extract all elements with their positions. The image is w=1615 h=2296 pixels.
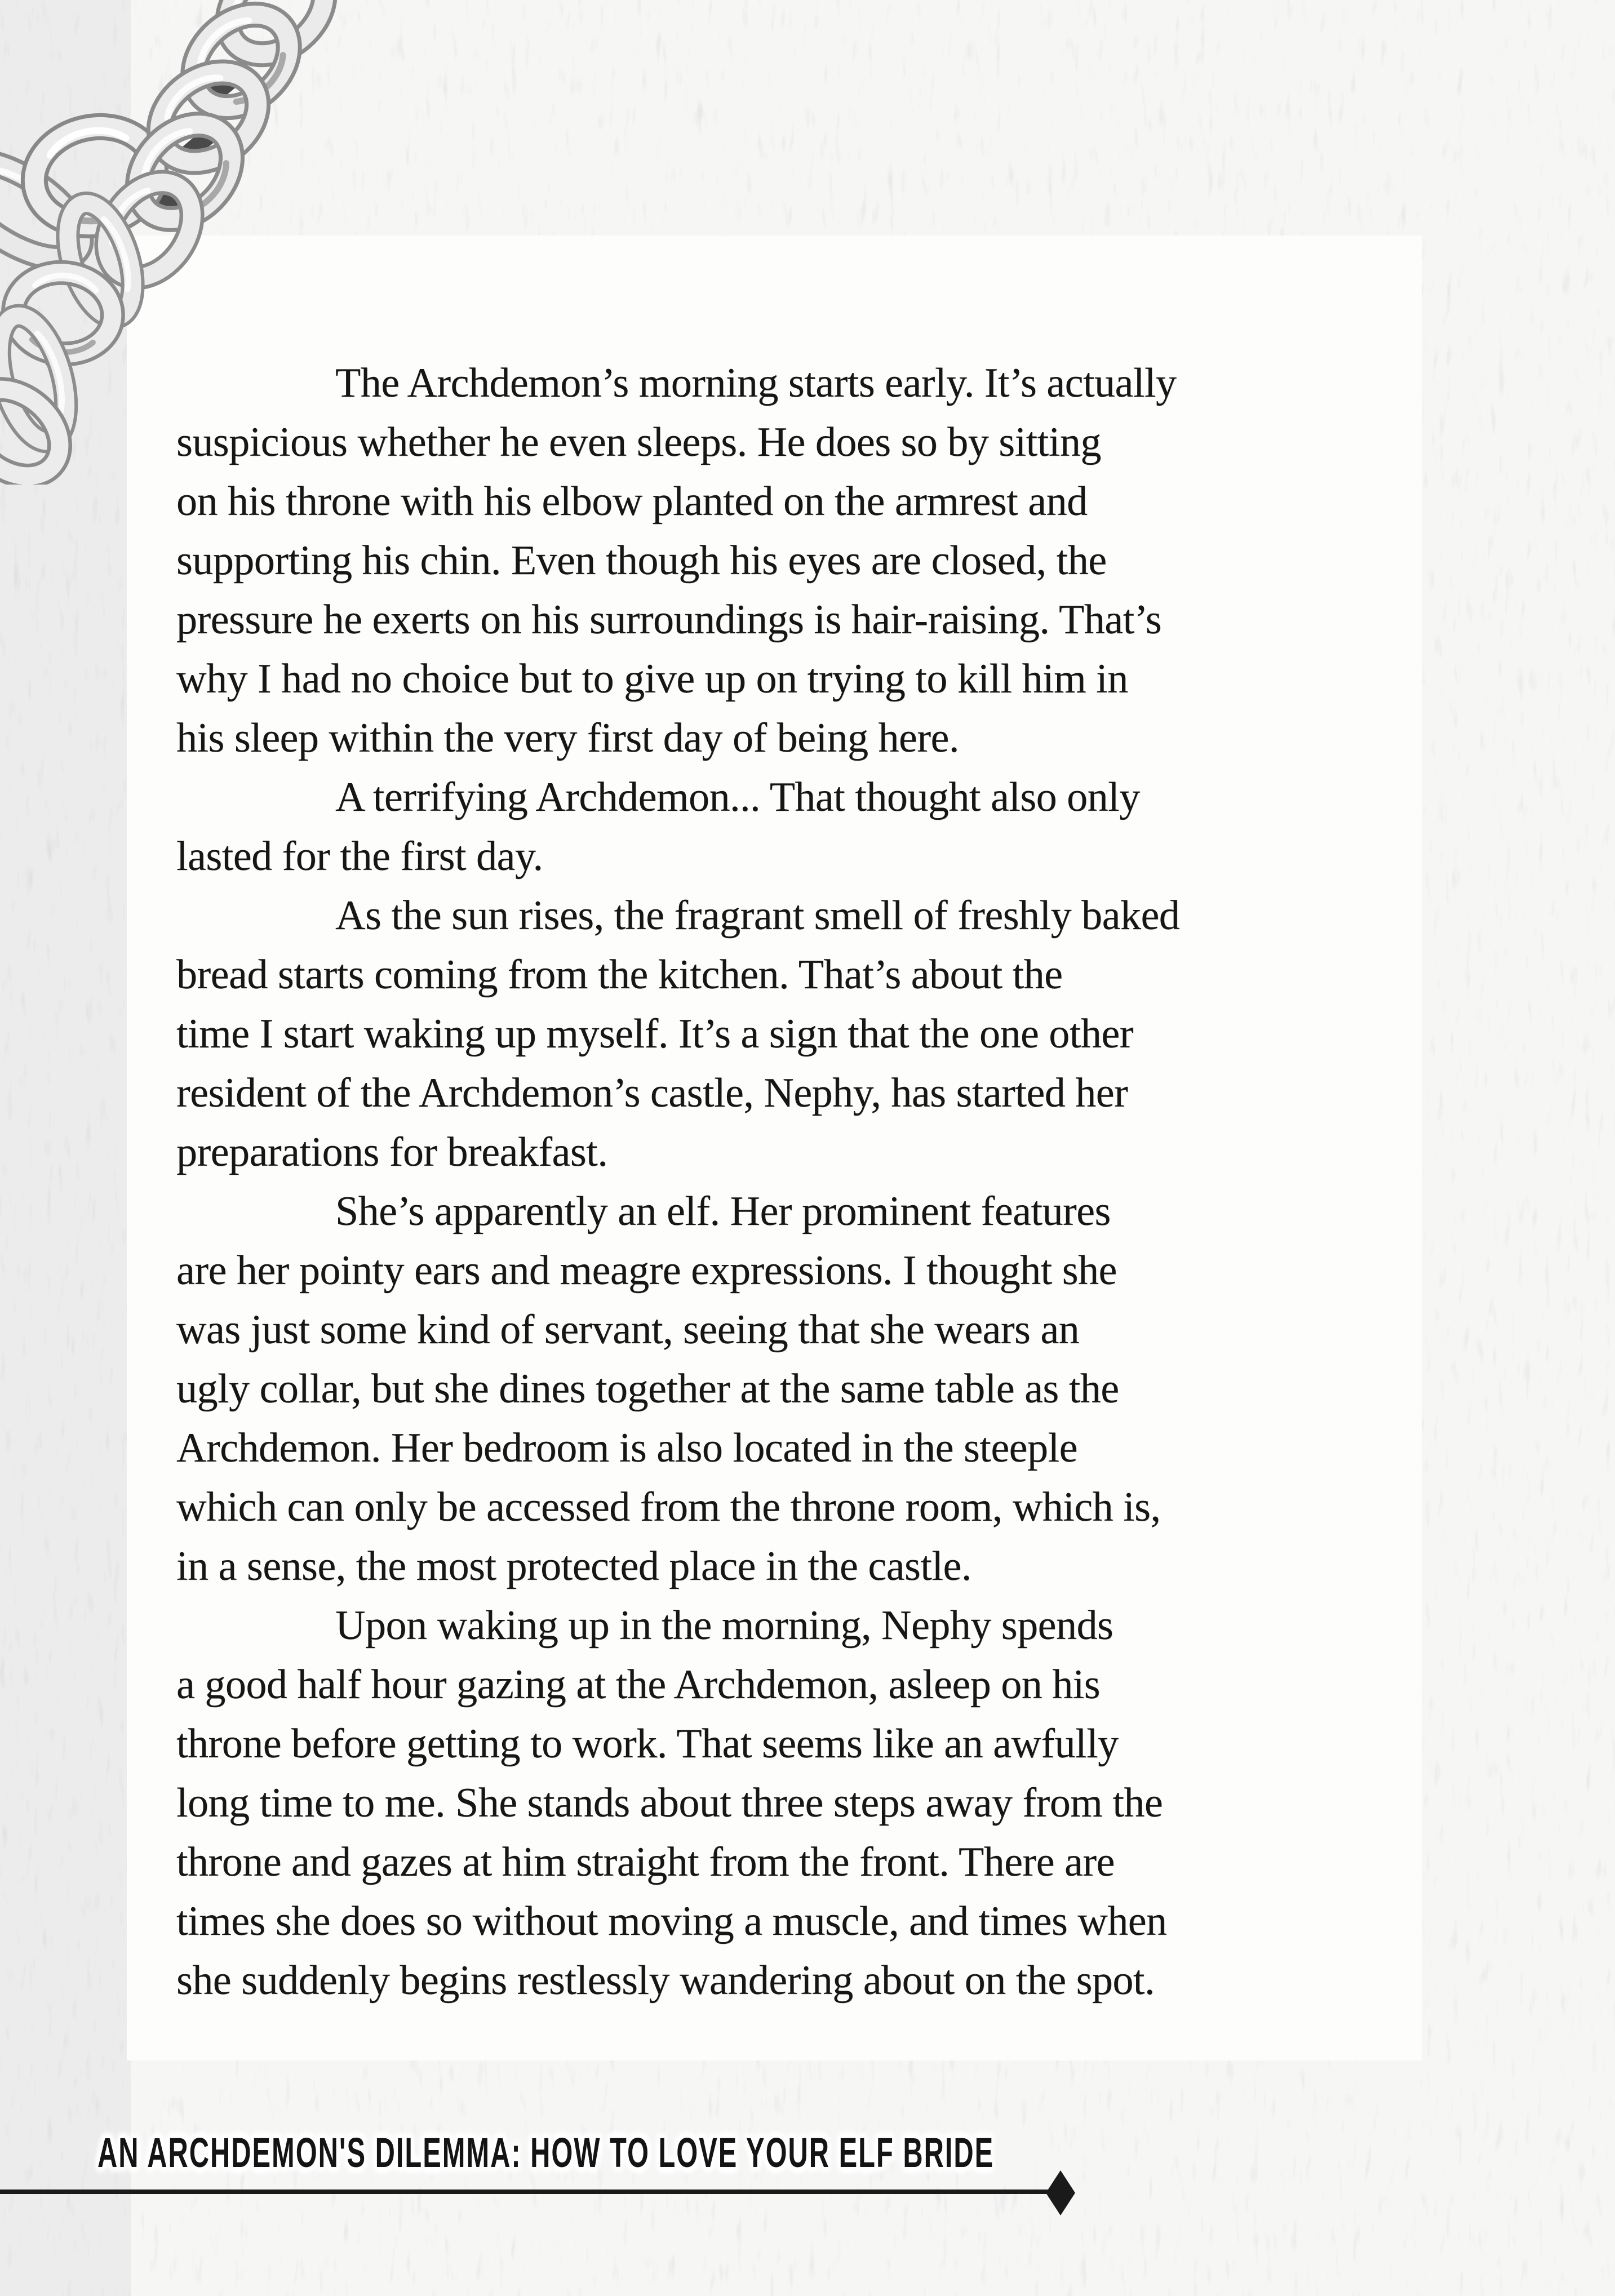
text-line: why I had no choice but to give up on trying to kill him in: [176, 656, 1128, 702]
text-line: resident of the Archdemon’s castle, Nephy, has started her: [176, 1070, 1128, 1116]
text-line: in a sense, the most protected place in the castle.: [176, 1543, 971, 1589]
footer-series-title: AN ARCHDEMON'S DILEMMA: HOW TO LOVE YOUR ELF BRIDE: [97, 2129, 995, 2176]
text-line: Upon waking up in the morning, Nephy spends: [335, 1602, 1113, 1649]
text-line: lasted for the first day.: [176, 833, 543, 880]
text-line: on his throne with his elbow planted on the armrest and: [176, 478, 1088, 525]
text-line: pressure he exerts on his surroundings is hair-raising. That’s: [176, 597, 1161, 643]
text-line: A terrifying Archdemon... That thought also only: [335, 774, 1140, 820]
text-line: She’s apparently an elf. Her prominent features: [335, 1188, 1111, 1234]
text-line: throne and gazes at him straight from the front. There are: [176, 1839, 1115, 1885]
text-line: supporting his chin. Even though his eyes are closed, the: [176, 538, 1107, 584]
text-line: are her pointy ears and meagre expressions. I thought she: [176, 1247, 1117, 1294]
text-line: a good half hour gazing at the Archdemon, asleep on his: [176, 1662, 1101, 1708]
text-line: throne before getting to work. That seems like an awfully: [176, 1721, 1119, 1767]
text-line: ugly collar, but she dines together at the same table as the: [176, 1366, 1119, 1412]
text-line: Archdemon. Her bedroom is also located in the steeple: [176, 1425, 1077, 1471]
text-line: times she does so without moving a muscle, and times when: [176, 1898, 1167, 1944]
text-line: his sleep within the very first day of being here.: [176, 715, 959, 761]
text-line: was just some kind of servant, seeing that she wears an: [176, 1307, 1080, 1353]
text-line: The Archdemon’s morning starts early. It’s actually: [335, 360, 1177, 406]
text-line: suspicious whether he even sleeps. He does so by sitting: [176, 419, 1101, 465]
text-line: which can only be accessed from the throne room, which is,: [176, 1484, 1161, 1530]
text-line: she suddenly begins restlessly wandering about on the spot.: [176, 1957, 1155, 2004]
text-line: bread starts coming from the kitchen. That’s about the: [176, 952, 1063, 998]
footer-rule: [0, 2190, 1059, 2194]
text-line: time I start waking up myself. It’s a sign that the one other: [176, 1011, 1133, 1057]
text-line: long time to me. She stands about three steps away from the: [176, 1780, 1163, 1826]
text-line: preparations for breakfast.: [176, 1129, 608, 1175]
text-block: [176, 354, 1337, 2010]
text-line: As the sun rises, the fragrant smell of freshly baked: [335, 892, 1180, 939]
chain-icon: [0, 0, 411, 485]
